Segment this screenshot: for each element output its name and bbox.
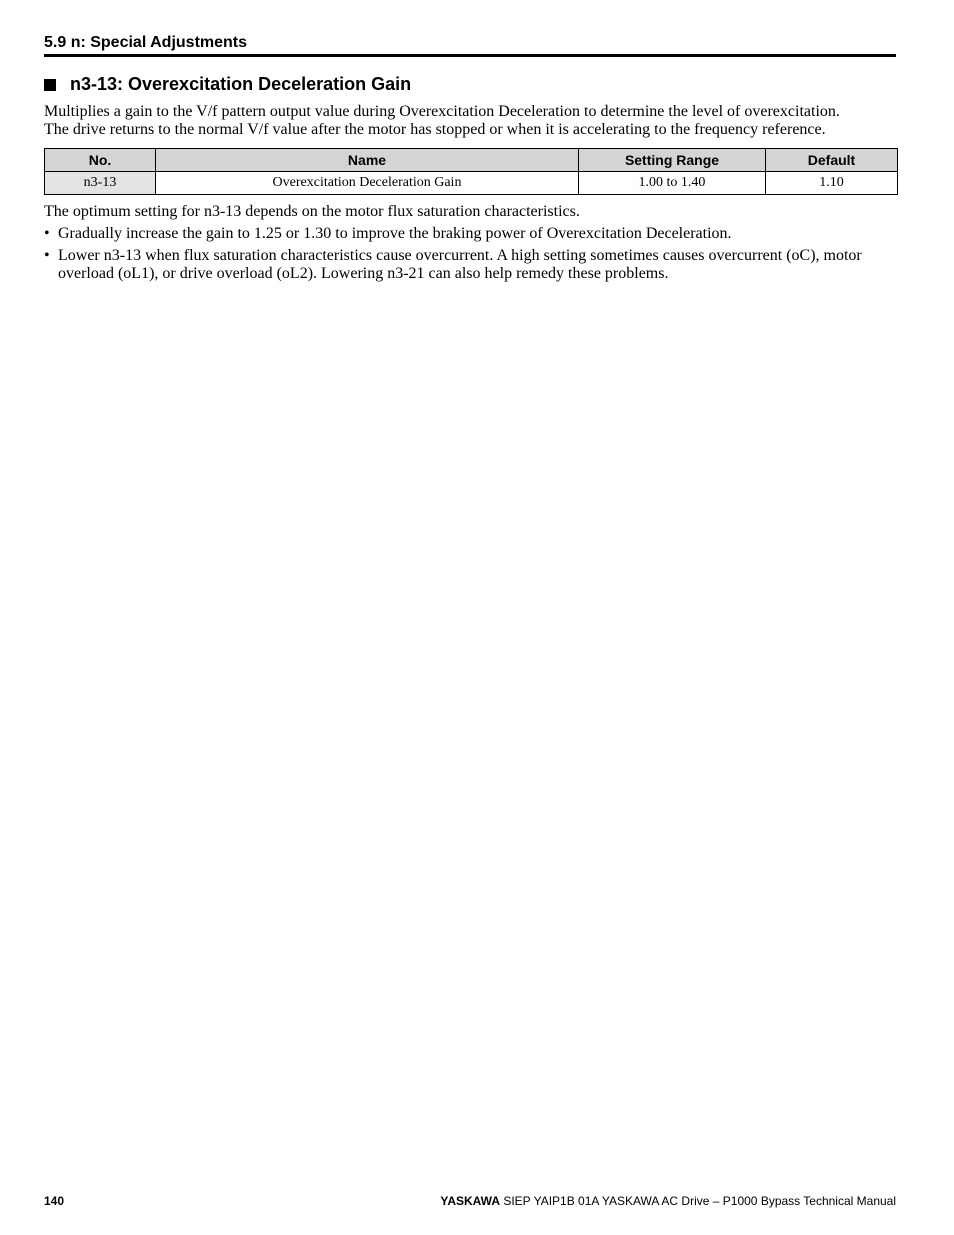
heading-text: n3-13: Overexcitation Deceleration Gain [70, 74, 412, 94]
intro-paragraph [44, 103, 904, 139]
cell-default: 1.10 [766, 172, 898, 195]
square-bullet-icon [44, 79, 56, 91]
bullet-dot: • [44, 225, 50, 242]
footer-title-text: SIEP YAIP1B 01A YASKAWA AC Drive – P1000 Bypass Technical Manual [500, 1194, 896, 1208]
section-title: 5.9 n: Special Adjustments [44, 34, 248, 51]
column-header-name: Name [156, 149, 579, 172]
cell-no: n3-13 [45, 172, 156, 195]
column-header-default: Default [766, 149, 898, 172]
bullet-item-1 [44, 225, 894, 243]
page-number: 140 [44, 1194, 65, 1208]
cell-setting-range: 1.00 to 1.40 [579, 172, 766, 195]
column-header-no: No. [45, 149, 156, 172]
bullet-dot: • [44, 247, 50, 264]
bullet-item-2 [44, 247, 894, 283]
table-row [45, 172, 898, 195]
body-paragraph: The optimum setting for n3-13 depends on the motor flux saturation characteristics. [44, 203, 580, 220]
footer-manual-title [440, 1194, 896, 1208]
column-header-setting-range: Setting Range [579, 149, 766, 172]
page-header [44, 34, 896, 57]
bullet-text: Lower n3-13 when flux saturation characteristics cause overcurrent. A high setting sometimes causes overcurrent (oC), motor overload (oL1), or drive overload (oL2). Lowering n3-21 can also help remedy these problems. [58, 247, 862, 282]
intro-line-1: Multiplies a gain to the V/f pattern output value during Overexcitation Deceleration to determine the level of overexcitation. [44, 103, 840, 120]
intro-line-2: The drive returns to the normal V/f value after the motor has stopped or when it is accelerating to the frequency reference. [44, 121, 826, 138]
parameter-table [44, 148, 898, 195]
section-heading [44, 74, 411, 94]
cell-name: Overexcitation Deceleration Gain [156, 172, 579, 195]
bullet-text: Gradually increase the gain to 1.25 or 1.30 to improve the braking power of Overexcitation Deceleration. [58, 225, 732, 242]
table-header-row [45, 149, 898, 172]
footer-brand: YASKAWA [440, 1194, 500, 1208]
